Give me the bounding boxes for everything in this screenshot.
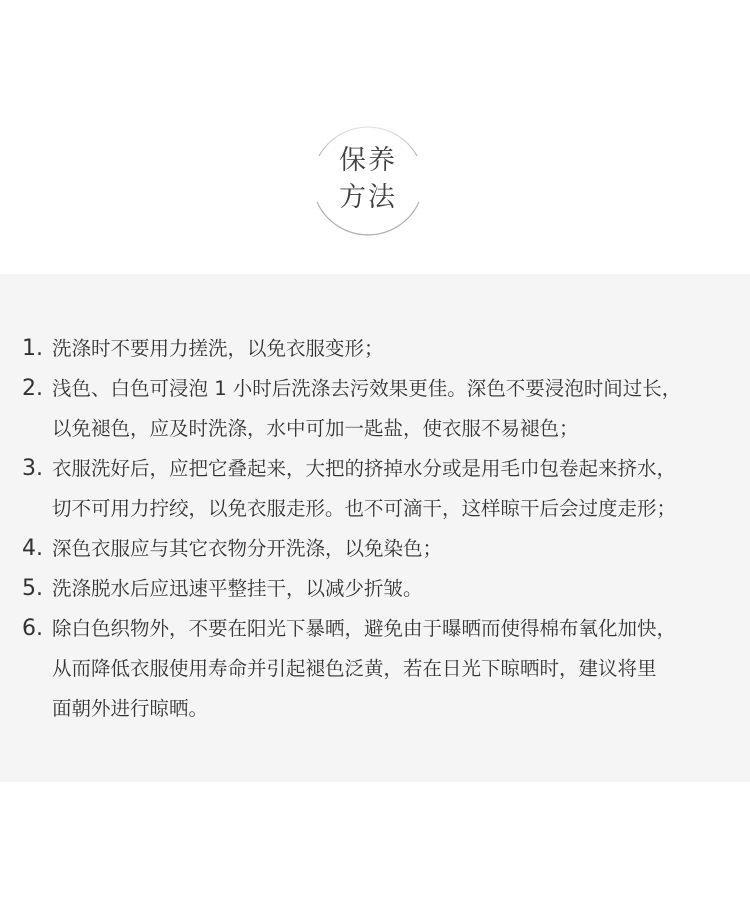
care-instructions-panel xyxy=(0,274,750,782)
care-item-text: 从而降低衣服使用寿命并引起褪色泛黄，若在日光下晾晒时，建议将里 xyxy=(52,657,657,680)
care-item-text: 衣服洗好后，应把它叠起来，大把的挤掉水分或是用毛巾包卷起来挤水， xyxy=(52,457,677,480)
care-item-text: 切不可用力拧绞，以免衣服走形。也不可滴干，这样晾干后会过度走形； xyxy=(52,497,677,520)
care-item-text: 面朝外进行晾晒。 xyxy=(52,697,209,720)
care-item-text: 深色衣服应与其它衣物分开洗涤，以免染色； xyxy=(52,537,443,560)
section-title-line-1: 保养 xyxy=(339,145,397,176)
care-item-number: 6. xyxy=(22,616,43,641)
care-item-3 xyxy=(22,449,732,529)
section-title xyxy=(307,142,429,216)
care-item-2 xyxy=(22,369,732,449)
care-item-5 xyxy=(22,569,732,609)
care-item-text: 浅色、白色可浸泡 1 小时后洗涤去污效果更佳。深色不要浸泡时间过长， xyxy=(52,377,682,400)
care-instructions-list xyxy=(22,329,732,729)
care-item-number: 4. xyxy=(22,536,43,561)
care-item-text: 洗涤脱水后应迅速平整挂干，以减少折皱。 xyxy=(52,577,423,600)
care-item-text: 除白色织物外，不要在阳光下暴晒，避免由于曝晒而使得棉布氧化加快， xyxy=(52,617,677,640)
care-item-text: 以免褪色，应及时洗涤，水中可加一匙盐，使衣服不易褪色； xyxy=(52,417,579,440)
title-badge xyxy=(307,118,429,240)
care-item-number: 2. xyxy=(22,376,43,401)
care-item-number: 3. xyxy=(22,456,43,481)
care-item-text: 洗涤时不要用力搓洗，以免衣服变形； xyxy=(52,337,384,360)
section-title-line-2: 方法 xyxy=(339,182,397,213)
care-item-number: 1. xyxy=(22,336,43,361)
care-item-6 xyxy=(22,609,732,729)
care-item-number: 5. xyxy=(22,576,43,601)
care-item-1 xyxy=(22,329,732,369)
care-item-4 xyxy=(22,529,732,569)
